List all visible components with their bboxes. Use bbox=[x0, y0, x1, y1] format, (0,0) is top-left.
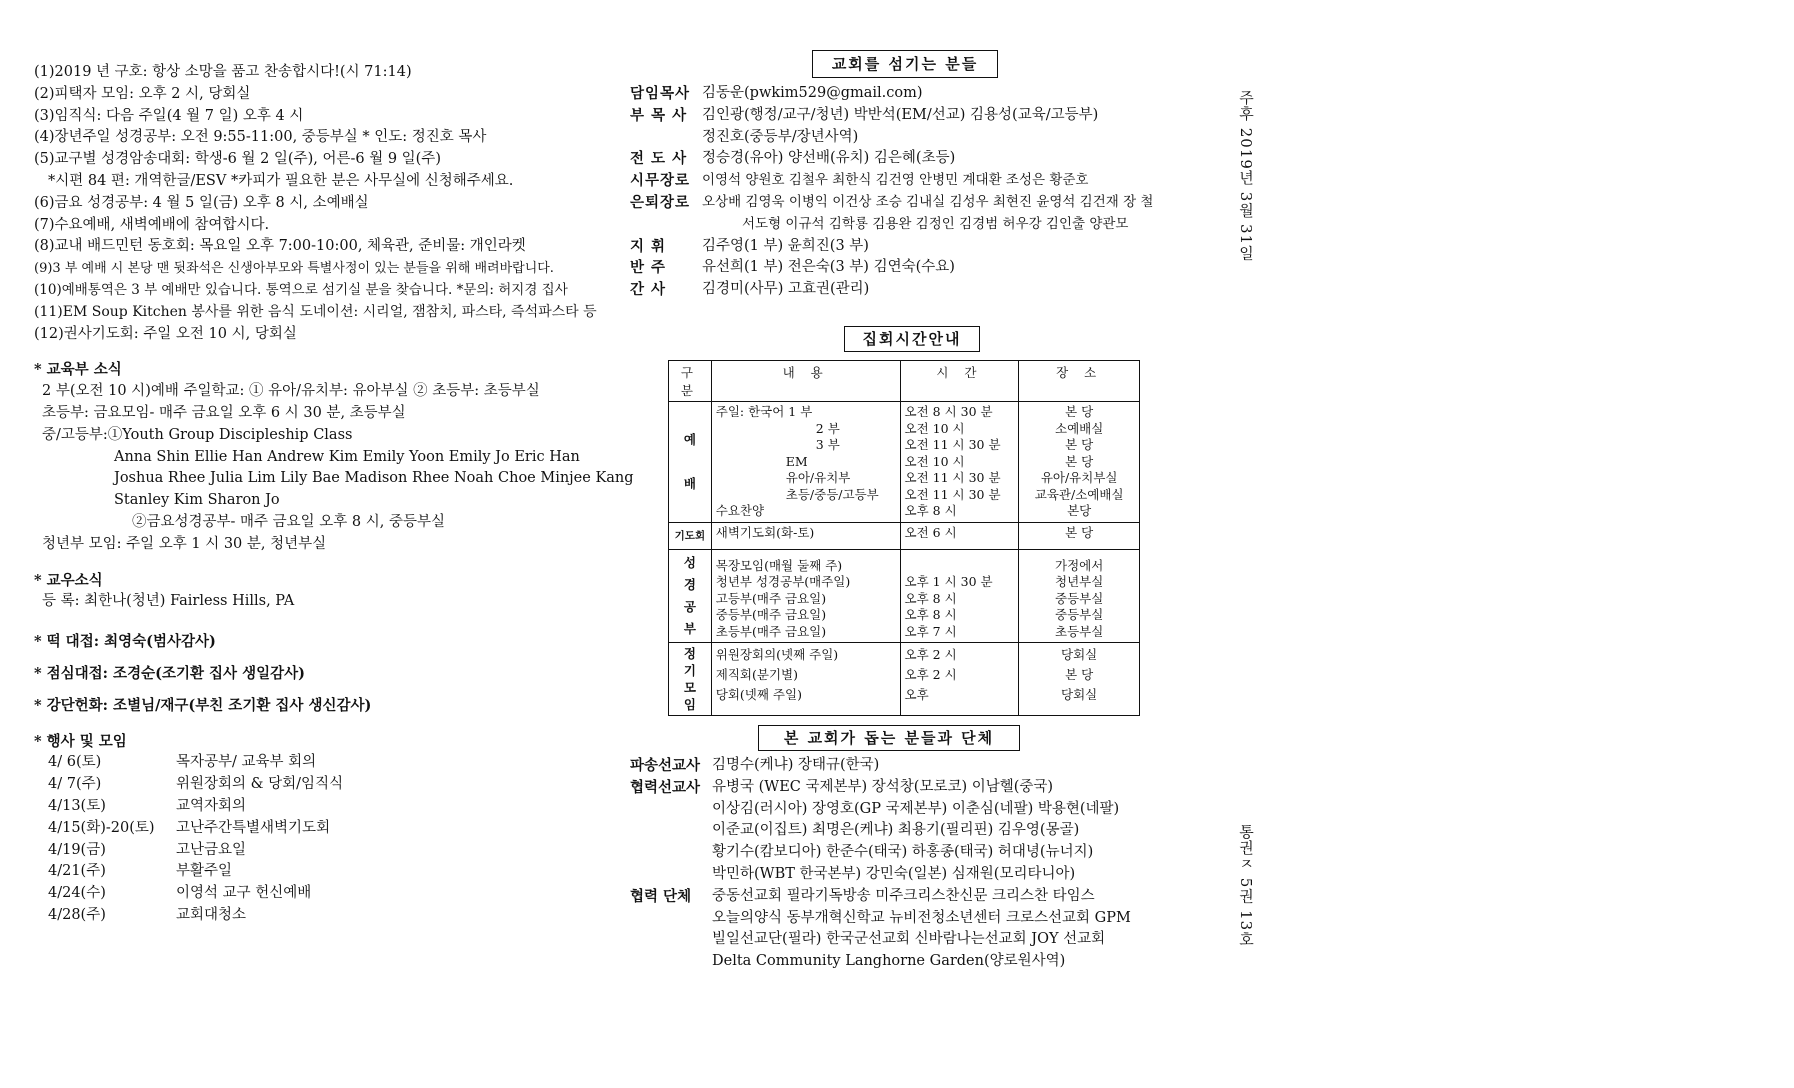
missions-title: 본 교회가 돕는 분들과 단체 bbox=[758, 725, 1020, 751]
announcement-1: (1)2019 년 구호: 항상 소망을 품고 찬송합시다!(시 71:14) bbox=[34, 64, 412, 80]
schedule-header-category: 구분 bbox=[669, 361, 712, 402]
education-line-1: 2 부(오전 10 시)예배 주일학교: ① 유아/유치부: 유아부실 ② 초등부: 초등부실 bbox=[42, 383, 540, 400]
staff-role: 간 사 bbox=[630, 281, 667, 299]
announcement-10: (10)예배통역은 3 부 예배만 있습니다. 통역으로 섬기실 분을 찾습니다. *문의: 허지경 집사 bbox=[34, 281, 568, 298]
staff-role: 전 도 사 bbox=[630, 150, 688, 168]
mission-row bbox=[630, 929, 1190, 951]
mission-names: 중동선교회 필라기독방송 미주크리스찬신문 크리스찬 타임스 bbox=[712, 887, 1095, 904]
schedule-content bbox=[711, 402, 900, 523]
event-desc: 부활주일 bbox=[176, 863, 233, 880]
mission-role: 협력선교사 bbox=[630, 778, 701, 796]
staff-names: 김인광(행정/교구/청년) 박반석(EM/선교) 김용성(교육/고등부) bbox=[702, 106, 1099, 123]
schedule-cell: 오후 1 시 30 분 bbox=[904, 574, 993, 589]
mission-role bbox=[630, 929, 712, 951]
schedule-cell: 오후 8 시 bbox=[904, 503, 957, 518]
announcement-5: (5)교구별 성경암송대회: 학생-6 월 2 일(주), 어른-6 월 9 일(주) bbox=[34, 151, 441, 168]
schedule-content bbox=[711, 522, 900, 549]
mission-row bbox=[630, 908, 1190, 930]
mission-role: 파송선교사 bbox=[630, 757, 701, 774]
announcement-4: (4)장년주일 성경공부: 오전 9:55-11:00, 중등부실 * 인도: 정진호 목사 bbox=[34, 129, 487, 146]
schedule-cell: 본 당 bbox=[1065, 453, 1094, 469]
schedule-cell: 청년부실 bbox=[1055, 574, 1104, 589]
announcement-12: (12)권사기도회: 주일 오전 10 시, 당회실 bbox=[34, 325, 297, 342]
schedule-cell: 본 당 bbox=[1065, 437, 1094, 452]
schedule-cell: 초등/중등/고등부 bbox=[785, 486, 879, 502]
staff-role: 은퇴장로 bbox=[630, 193, 691, 211]
mission-role bbox=[630, 951, 712, 973]
schedule-cell: 본 당 bbox=[1065, 404, 1094, 419]
mission-row bbox=[630, 755, 1190, 777]
schedule-cell: 본당 bbox=[1067, 503, 1092, 518]
announcements bbox=[34, 62, 597, 345]
schedule-cell: 본 당 bbox=[1065, 667, 1094, 682]
mission-names: Delta Community Langhorne Garden(양로원사역) bbox=[712, 953, 1066, 970]
youth-names-2: Joshua Rhee Julia Lim Lily Bae Madison Rhee Noah Choe Minjee Kang bbox=[114, 470, 634, 487]
schedule-cell: 목장모임(매월 둘째 주) bbox=[715, 557, 843, 573]
schedule-category: 기도회 bbox=[669, 522, 712, 549]
event-desc: 위원장회의 & 당회/임직식 bbox=[176, 776, 344, 793]
event-item bbox=[34, 752, 594, 774]
youth-names-3: Stanley Kim Sharon Jo bbox=[114, 492, 280, 509]
event-date: 4/19(금) bbox=[48, 841, 106, 858]
schedule-table bbox=[668, 360, 1140, 716]
schedule-cell: 오전 11 시 30 분 bbox=[904, 486, 1001, 502]
schedule-cell: 중등부실 bbox=[1055, 590, 1104, 606]
mission-row bbox=[630, 951, 1190, 973]
member-news-line: 등 록: 최한나(청년) Fairless Hills, PA bbox=[42, 593, 295, 610]
event-date: 4/24(수) bbox=[48, 885, 106, 902]
schedule-cell: 수요찬양 bbox=[715, 503, 765, 518]
bulletin-date: 주후 2019년 3월 31일 bbox=[1237, 90, 1255, 262]
mission-role: 협력 단체 bbox=[630, 887, 692, 905]
education-heading: * 교육부 소식 bbox=[34, 361, 122, 379]
schedule-group-meetings bbox=[669, 643, 1140, 716]
youth-meeting: 청년부 모임: 주일 오후 1 시 30 분, 청년부실 bbox=[42, 535, 327, 552]
schedule-cell: 오전 10 시 bbox=[904, 420, 965, 436]
staff-list bbox=[630, 83, 1190, 301]
event-item bbox=[34, 818, 594, 840]
schedule-cell: 초등부(매주 금요일) bbox=[715, 623, 827, 639]
announcement-9: (9)3 부 예배 시 본당 맨 뒷좌석은 신생아부모와 특별사정이 있는 분들을 위해 배려바랍니다. bbox=[34, 261, 554, 277]
staff-names: 서도형 이규석 김학룡 김용완 김정인 김경범 허우강 김인출 양관모 bbox=[742, 215, 1129, 232]
schedule-cell: 오전 6 시 bbox=[904, 524, 957, 540]
event-date: 4/13(토) bbox=[48, 797, 106, 814]
event-item bbox=[34, 883, 594, 905]
event-item bbox=[34, 796, 594, 818]
mission-names: 이상김(러시아) 장영호(GP 국제본부) 이춘심(네팔) 박용현(네팔) bbox=[712, 800, 1120, 817]
schedule-cell bbox=[905, 558, 1015, 575]
schedule-cell: 유아/유치부 bbox=[785, 470, 851, 485]
schedule-header-place: 장 소 bbox=[1019, 361, 1140, 402]
staff-names: 유선희(1 부) 전은숙(3 부) 김연숙(수요) bbox=[702, 259, 955, 276]
friday-bible-study: ②금요성경공부- 매주 금요일 오후 8 시, 중등부실 bbox=[132, 513, 446, 530]
staff-names: 정승경(유아) 양선배(유치) 김은혜(초등) bbox=[702, 150, 956, 167]
event-date: 4/ 7(주) bbox=[48, 776, 102, 793]
announcement-11: (11)EM Soup Kitchen 봉사를 위한 음식 도네이션: 시리얼, 잼참치, 파스타, 즉석파스타 등 bbox=[34, 303, 597, 320]
event-desc: 이영석 교구 헌신예배 bbox=[176, 885, 312, 902]
mission-role bbox=[630, 842, 712, 864]
mission-names: 유병국 (WEC 국제본부) 장석창(모로코) 이남헬(중국) bbox=[712, 778, 1054, 795]
staff-names: 김동운(pwkim529@gmail.com) bbox=[702, 85, 923, 101]
schedule-cell: 제직회(분기별) bbox=[715, 667, 798, 682]
staff-row bbox=[630, 279, 1190, 301]
events-heading: * 행사 및 모임 bbox=[34, 732, 127, 750]
schedule-cell: 오후 2 시 bbox=[904, 647, 957, 662]
staff-names: 이영석 양원호 김철우 최한식 김건영 안병민 계대환 조성은 황준호 bbox=[702, 172, 1089, 189]
schedule-cell: 새벽기도회(화-토) bbox=[715, 524, 815, 540]
schedule-cell: 유아/유치부실 bbox=[1040, 470, 1118, 485]
staff-row bbox=[630, 236, 1190, 258]
staff-row bbox=[630, 170, 1190, 192]
staff-row bbox=[630, 257, 1190, 279]
staff-role: 반 주 bbox=[630, 259, 667, 277]
schedule-category: 정 기 모 임 bbox=[669, 643, 712, 716]
schedule-cell: 오전 11 시 30 분 bbox=[904, 470, 1001, 485]
announcement-6: (6)금요 성경공부: 4 월 5 일(금) 오후 8 시, 소예배실 bbox=[34, 194, 369, 211]
event-desc: 고난금요일 bbox=[176, 841, 247, 858]
schedule-cell: 오후 bbox=[904, 687, 929, 702]
schedule-cell: 본 당 bbox=[1065, 524, 1094, 540]
schedule-place bbox=[1019, 522, 1140, 549]
schedule-cell: 위원장회의(넷째 주일) bbox=[715, 647, 839, 662]
mission-row bbox=[630, 799, 1190, 821]
education-line-2: 초등부: 금요모임- 매주 금요일 오후 6 시 30 분, 초등부실 bbox=[42, 404, 406, 421]
schedule-time bbox=[900, 522, 1019, 549]
schedule-group-worship bbox=[669, 402, 1140, 523]
schedule-cell: 중등부실 bbox=[1055, 607, 1104, 622]
schedule-time bbox=[900, 402, 1019, 523]
staff-names: 김주영(1 부) 윤희진(3 부) bbox=[702, 237, 869, 254]
mission-names: 빌일선교단(필라) 한국군선교회 신바람나는선교회 JOY 선교회 bbox=[712, 931, 1106, 948]
schedule-category: 성 경 공 부 bbox=[669, 549, 712, 643]
announcement-3: (3)임직식: 다음 주일(4 월 7 일) 오후 4 시 bbox=[34, 107, 304, 124]
staff-role: 부 목 사 bbox=[630, 106, 688, 124]
staff-role: 지 휘 bbox=[630, 237, 667, 255]
staff-role: 담임목사 bbox=[630, 85, 691, 102]
mission-row bbox=[630, 886, 1190, 908]
left-column bbox=[34, 62, 634, 927]
schedule-group-prayer bbox=[669, 522, 1140, 549]
staff-title: 교회를 섬기는 분들 bbox=[812, 50, 998, 78]
mission-names: 박민하(WBT 한국본부) 강민숙(일본) 심재원(모리타니아) bbox=[712, 865, 1076, 882]
schedule-cell: 오후 8 시 bbox=[904, 607, 957, 622]
member-news-section bbox=[34, 570, 594, 614]
staff-row bbox=[630, 148, 1190, 170]
schedule-cell: 초등부실 bbox=[1055, 623, 1104, 639]
staff-role bbox=[630, 127, 702, 149]
schedule-place bbox=[1019, 549, 1140, 643]
mission-names: 오늘의양식 동부개혁신학교 뉴비전청소년센터 크로스선교회 GPM bbox=[712, 909, 1131, 926]
event-item bbox=[34, 905, 594, 927]
mission-role bbox=[630, 820, 712, 842]
event-desc: 목자공부/ 교육부 회의 bbox=[176, 754, 317, 771]
mission-names: 김명수(케냐) 장태규(한국) bbox=[712, 757, 880, 773]
schedule-cell: 당회실 bbox=[1061, 687, 1098, 702]
mission-row bbox=[630, 777, 1190, 799]
staff-row bbox=[630, 214, 1190, 236]
mission-names: 이준교(이집트) 최명은(케냐) 최용기(필리핀) 김우영(몽골) bbox=[712, 822, 1080, 839]
schedule-cell: 오후 7 시 bbox=[904, 623, 957, 639]
schedule-cell: 주일: 한국어 1 부 bbox=[715, 404, 813, 419]
event-desc: 교역자회의 bbox=[176, 797, 247, 814]
mission-row bbox=[630, 820, 1190, 842]
bulletin-issue: 통권ㅈ 5권 13호 bbox=[1237, 824, 1255, 948]
event-date: 4/21(주) bbox=[48, 863, 106, 880]
staff-row bbox=[630, 105, 1190, 127]
schedule-content bbox=[711, 643, 900, 716]
staff-row bbox=[630, 127, 1190, 149]
schedule-group-bible-study bbox=[669, 549, 1140, 643]
event-date: 4/28(주) bbox=[48, 906, 106, 923]
announcement-5-note: *시편 84 편: 개역한글/ESV *카피가 필요한 분은 사무실에 신청해주세요. bbox=[48, 172, 514, 189]
schedule-cell: 오후 8 시 bbox=[904, 590, 957, 606]
mission-role bbox=[630, 799, 712, 821]
schedule-cell: 오전 10 시 bbox=[904, 453, 965, 469]
event-desc: 교회대청소 bbox=[176, 906, 247, 923]
event-item bbox=[34, 861, 594, 883]
event-item bbox=[34, 840, 594, 862]
schedule-content bbox=[711, 549, 900, 643]
schedule-cell: 당회실 bbox=[1061, 647, 1098, 662]
announcement-7: (7)수요예배, 새벽예배에 참여합시다. bbox=[34, 216, 270, 233]
announcement-8: (8)교내 배드민턴 동호회: 목요일 오후 7:00-10:00, 체육관, 준비물: 개인라켓 bbox=[34, 238, 526, 255]
staff-role bbox=[630, 214, 702, 236]
education-section bbox=[34, 359, 634, 555]
mission-names: 황기수(캄보디아) 한준수(태국) 하홍종(태국) 허대녕(뉴너지) bbox=[712, 844, 1094, 861]
schedule-place bbox=[1019, 643, 1140, 716]
schedule-cell: 소예배실 bbox=[1055, 420, 1104, 436]
schedule-cell: 오전 8 시 30 분 bbox=[904, 404, 993, 419]
schedule-cell: 오전 11 시 30 분 bbox=[904, 437, 1001, 452]
rice-cake: * 떡 대접: 최영숙(범사감사) bbox=[34, 633, 216, 651]
staff-names: 김경미(사무) 고효권(관리) bbox=[702, 281, 870, 298]
mission-role bbox=[630, 908, 712, 930]
schedule-time bbox=[900, 643, 1019, 716]
schedule-place bbox=[1019, 402, 1140, 523]
schedule-category: 예 배 bbox=[669, 402, 712, 523]
schedule-cell: EM bbox=[785, 453, 808, 469]
missions-list bbox=[630, 755, 1190, 973]
mission-row bbox=[630, 842, 1190, 864]
staff-names: 오상배 김영욱 이병익 이건상 조승 김내실 김성우 최현진 윤영석 김건재 장 철 bbox=[702, 193, 1154, 210]
announcement-2: (2)피택자 모임: 오후 2 시, 당회실 bbox=[34, 85, 251, 102]
schedule-cell: 고등부(매주 금요일) bbox=[715, 590, 827, 606]
altar-flowers: * 강단헌화: 조별님/재구(부친 조기환 집사 생신감사) bbox=[34, 696, 372, 714]
event-item bbox=[34, 774, 594, 796]
mission-role bbox=[630, 864, 712, 886]
schedule-header-time: 시 간 bbox=[900, 361, 1019, 402]
event-date: 4/15(화)-20(토) bbox=[48, 819, 155, 836]
staff-role: 시무장로 bbox=[630, 172, 691, 190]
lunch: * 점심대접: 조경순(조기환 집사 생일감사) bbox=[34, 664, 305, 682]
schedule-title: 집회시간안내 bbox=[844, 326, 980, 352]
event-desc: 고난주간특별새벽기도회 bbox=[176, 819, 331, 836]
staff-row bbox=[630, 192, 1190, 214]
schedule-cell: 중등부(매주 금요일) bbox=[715, 607, 827, 622]
event-date: 4/ 6(토) bbox=[48, 754, 102, 771]
events-section bbox=[34, 731, 594, 927]
schedule-cell: 당회(넷째 주일) bbox=[715, 687, 802, 702]
youth-names-1: Anna Shin Ellie Han Andrew Kim Emily Yoon Emily Jo Eric Han bbox=[114, 448, 580, 465]
schedule-cell: 3 부 bbox=[815, 437, 840, 452]
staff-row bbox=[630, 83, 1190, 105]
schedule-cell: 가정에서 bbox=[1055, 557, 1104, 573]
mission-row bbox=[630, 864, 1190, 886]
schedule-cell: 청년부 성경공부(매주일) bbox=[715, 574, 851, 589]
schedule-header-content: 내 용 bbox=[711, 361, 900, 402]
schedule-cell: 교육관/소예배실 bbox=[1034, 486, 1124, 502]
education-line-3: 중/고등부:①Youth Group Discipleship Class bbox=[42, 426, 353, 443]
schedule-cell: 오후 2 시 bbox=[904, 667, 957, 682]
schedule-time bbox=[900, 549, 1019, 643]
member-news-heading: * 교우소식 bbox=[34, 571, 103, 589]
staff-names: 정진호(중등부/장년사역) bbox=[702, 128, 859, 145]
schedule-cell: 2 부 bbox=[815, 420, 840, 436]
